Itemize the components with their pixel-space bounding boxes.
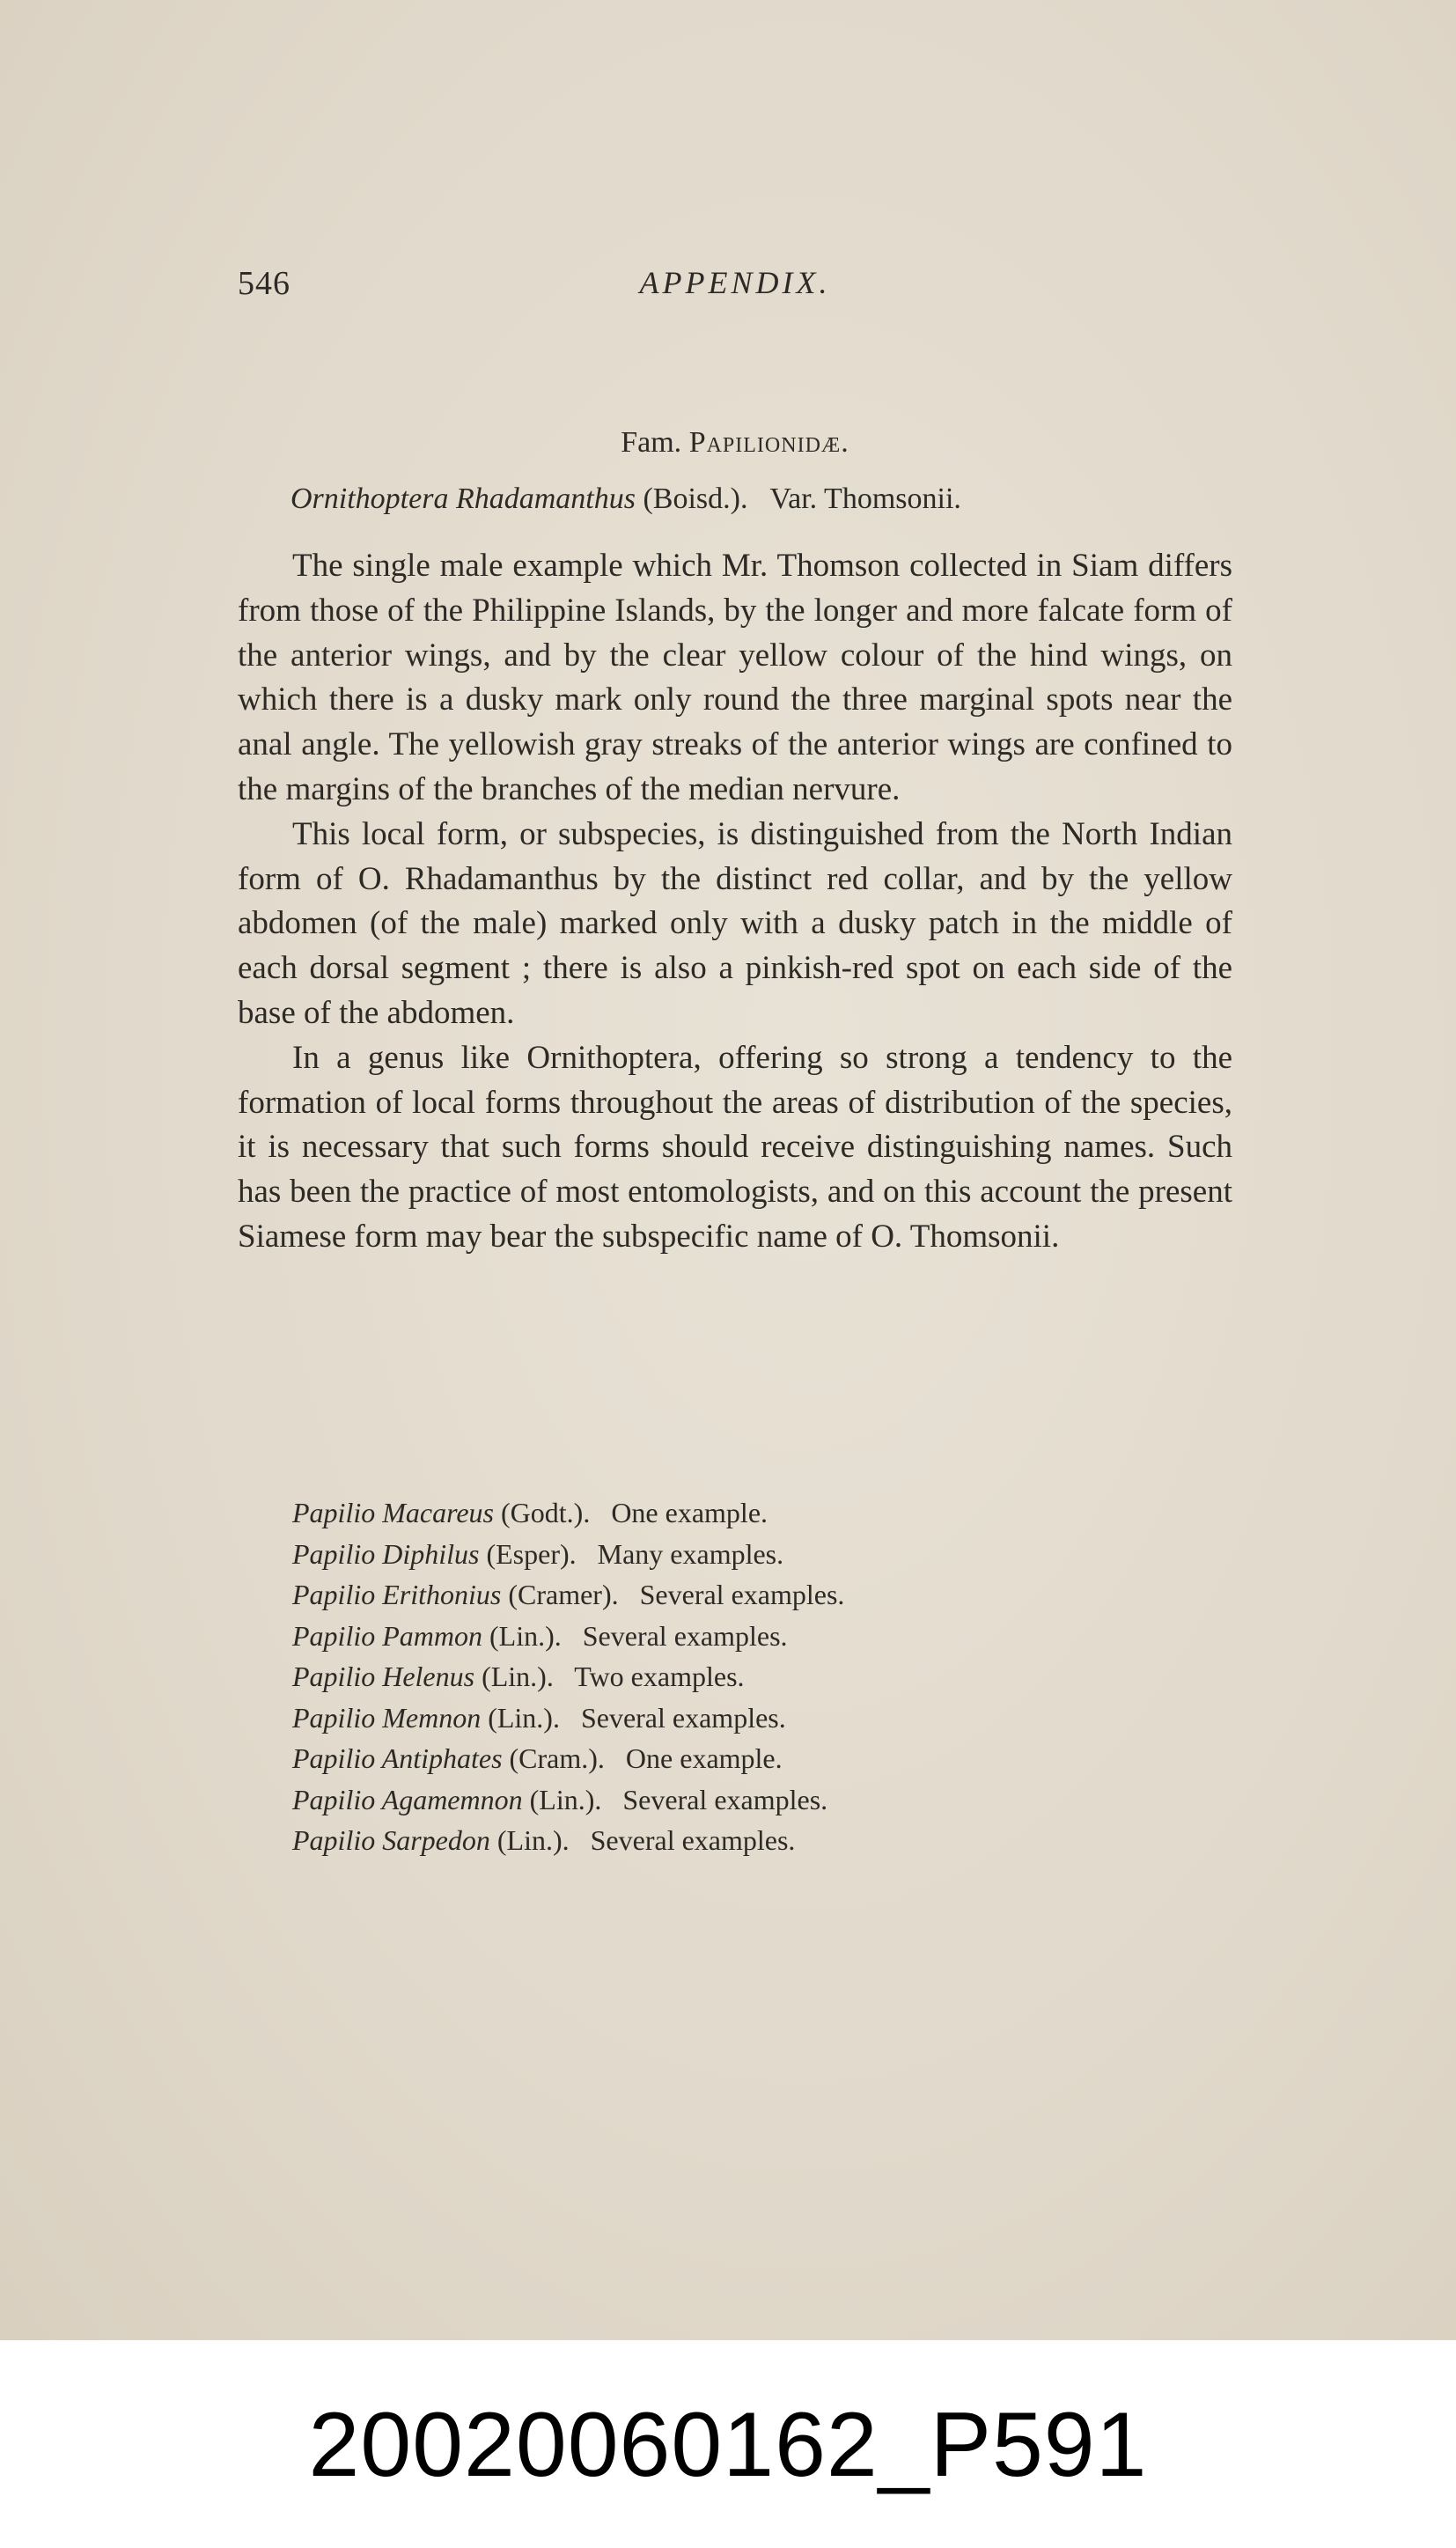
family-heading-prefix: Fam. bbox=[621, 426, 689, 459]
family-heading bbox=[238, 426, 1232, 460]
running-head: APPENDIX. bbox=[639, 265, 831, 300]
species-name: Papilio Erithonius bbox=[292, 1579, 502, 1610]
species-detail: (Lin.). Several examples. bbox=[522, 1783, 828, 1815]
species-detail: (Cramer). Several examples. bbox=[501, 1579, 845, 1610]
species-detail: (Cram.). One example. bbox=[502, 1742, 783, 1774]
species-list-item bbox=[292, 1492, 844, 1534]
species-list-item bbox=[292, 1779, 844, 1821]
archive-id-label: 20020060162_P591 bbox=[308, 2394, 1148, 2496]
family-heading-name: Papilionidæ. bbox=[688, 426, 849, 459]
species-detail: (Esper). Many examples. bbox=[479, 1537, 784, 1570]
species-name: Papilio Memnon bbox=[292, 1701, 482, 1734]
paragraph: The single male example which Mr. Thomson collected in Siam differs from those of the Philippine Islands, by the longer and more falcate form of the anterior wings, and by the clear yellow colour of the hind wings, on which there is a dusky mark only round the three marginal spots near the anal angle. The yellowish gray streaks of the anterior wings are confined to the margins of the branches of the median nervure. bbox=[238, 548, 1232, 807]
species-heading-authority: (Boisd.). Var. Thomsonii. bbox=[635, 482, 961, 515]
page-number: 546 bbox=[238, 265, 290, 302]
species-list-item bbox=[292, 1697, 844, 1739]
species-detail: (Lin.). Several examples. bbox=[482, 1619, 788, 1652]
species-detail: (Lin.). Several examples. bbox=[489, 1824, 796, 1856]
species-list-item bbox=[292, 1534, 844, 1575]
species-list-item bbox=[292, 1656, 844, 1697]
species-heading-name: Ornithoptera Rhadamanthus bbox=[290, 482, 636, 515]
species-name: Papilio Macareus bbox=[292, 1497, 494, 1528]
species-name: Papilio Sarpedon bbox=[292, 1824, 490, 1856]
species-name: Papilio Diphilus bbox=[292, 1537, 480, 1570]
species-name: Papilio Helenus bbox=[292, 1661, 475, 1692]
page-header bbox=[238, 264, 1232, 317]
species-list-item bbox=[292, 1574, 844, 1616]
species-name: Papilio Pammon bbox=[292, 1619, 482, 1652]
species-detail: (Lin.). Two examples. bbox=[474, 1661, 745, 1692]
species-name: Papilio Antiphates bbox=[292, 1742, 503, 1774]
species-detail: (Godt.). One example. bbox=[494, 1497, 768, 1528]
body-text bbox=[238, 544, 1232, 1260]
species-detail: (Lin.). Several examples. bbox=[481, 1701, 786, 1734]
paragraph: This local form, or subspecies, is distinguished from the North Indian form of O. Rhadamanthus by the distinct red collar, and by the yellow abdomen (of the male) marked only with a dusky patch in the middle of each dorsal segment ; there is also a pinkish-red spot on each side of the base of the abdomen. bbox=[238, 815, 1232, 1031]
species-list bbox=[292, 1492, 844, 1861]
paragraph: In a genus like Ornithoptera, offering so strong a tendency to the formation of local forms throughout the areas of distribution of the species, it is necessary that such forms should receive distinguishing names. Such has been the practice of most entomologists, and on this account the present Siamese form may bear the subspecific name of O. Thomsonii. bbox=[238, 1039, 1232, 1255]
species-list-item bbox=[292, 1738, 844, 1779]
species-list-item bbox=[292, 1616, 844, 1657]
species-list-item bbox=[292, 1820, 844, 1861]
species-name: Papilio Agamemnon bbox=[292, 1783, 523, 1815]
species-heading bbox=[290, 482, 961, 516]
